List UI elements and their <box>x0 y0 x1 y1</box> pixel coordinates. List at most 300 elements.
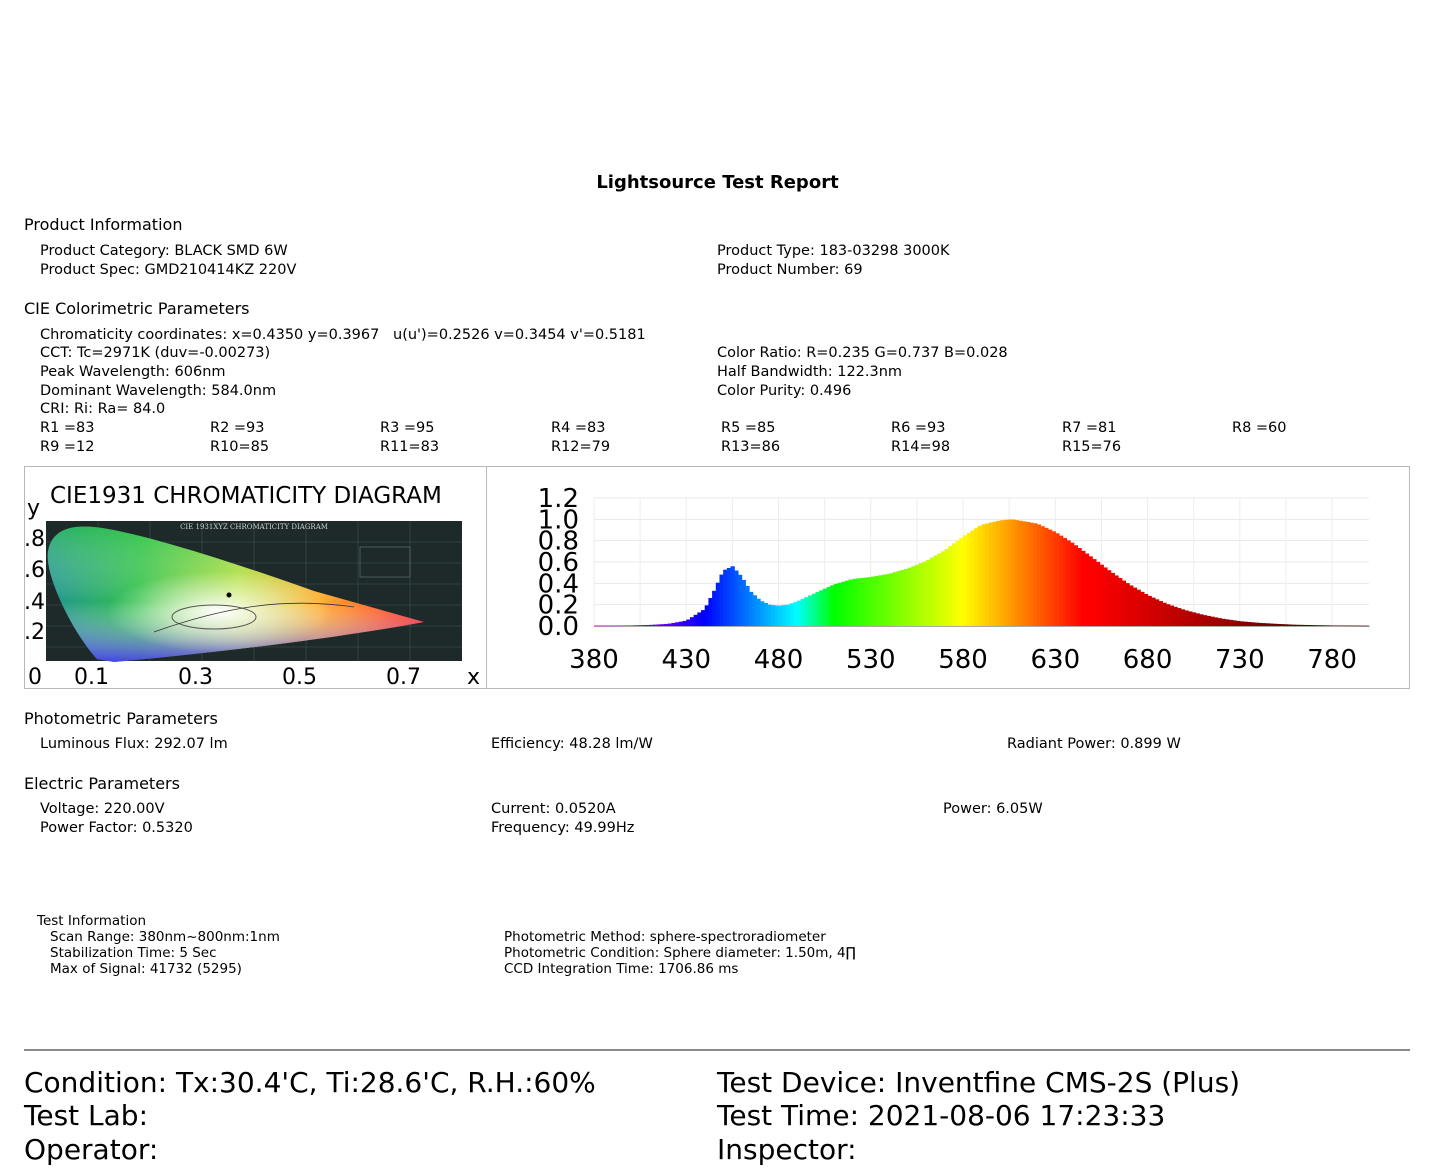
spectrum-bar <box>1085 554 1089 626</box>
spectrum-bar <box>646 625 650 626</box>
test-info-heading: Test Information <box>37 913 147 929</box>
uv-coordinates: u(u')=0.2526 v=0.3454 v'=0.5181 <box>393 327 646 343</box>
spectrum-bar <box>1339 626 1343 627</box>
spectrum-bar <box>697 612 701 626</box>
x-tick-label: 530 <box>845 645 896 675</box>
spectrum-bar <box>668 624 672 626</box>
spectrum-bar <box>690 617 694 626</box>
r-value: R2 =93 <box>210 420 265 436</box>
spectrum-bar <box>1118 578 1122 626</box>
product-info-heading: Product Information <box>24 215 183 234</box>
x-tick-label: 680 <box>1122 645 1173 675</box>
spectrum-bar <box>1173 607 1177 626</box>
spectrum-bar <box>1162 603 1166 626</box>
y-tick-label: 1.2 <box>537 484 579 514</box>
spectrum-bar <box>1332 625 1336 626</box>
spectrum-bar <box>978 526 982 626</box>
spectrum-bar <box>1096 562 1100 626</box>
spectrum-bar <box>612 626 616 627</box>
spectrum-bar <box>1044 528 1048 626</box>
spectrum-bar <box>760 601 764 626</box>
chromaticity-point-marker <box>227 593 232 598</box>
spectrum-bar <box>601 626 605 627</box>
spectrum-bar <box>985 523 989 626</box>
r-value: R15=76 <box>1062 439 1122 455</box>
color-purity: Color Purity: 0.496 <box>717 383 852 399</box>
spectrum-bar <box>897 571 901 626</box>
r-value: R5 =85 <box>721 420 776 436</box>
spectrum-bar <box>841 582 845 626</box>
spectrum-bar <box>745 586 749 626</box>
spectrum-bar <box>819 590 823 626</box>
spectrum-bar <box>871 577 875 626</box>
spectrum-bar <box>941 551 945 626</box>
spectrum-bar <box>930 558 934 626</box>
spectrum-bar <box>1221 619 1225 626</box>
spectrum-bar <box>1244 622 1248 626</box>
photometric-condition: Photometric Condition: Sphere diameter: 1.50m, 4∏ <box>504 945 856 961</box>
spectrum-bar <box>649 625 653 626</box>
spectrum-bar <box>1354 626 1358 627</box>
half-bandwidth: Half Bandwidth: 122.3nm <box>717 364 903 380</box>
spectrum-bar <box>657 624 661 626</box>
spectrum-bar <box>1111 573 1115 626</box>
spectrum-bar <box>1269 624 1273 626</box>
spectrum-bar <box>756 599 760 626</box>
spectrum-bar <box>1199 614 1203 626</box>
spectrum-bar <box>1125 583 1129 626</box>
electric-heading: Electric Parameters <box>24 774 180 793</box>
spectrum-bar <box>889 573 893 626</box>
spectrum-bar <box>638 625 642 626</box>
spectrum-bar <box>764 603 768 626</box>
spectrum-bar <box>801 599 805 626</box>
spectrum-bar <box>1144 594 1148 626</box>
spectrum-bar <box>1015 520 1019 626</box>
scan-range: Scan Range: 380nm~800nm:1nm <box>50 929 280 945</box>
spectrum-bar <box>779 606 783 626</box>
spectrum-bar <box>1258 623 1262 626</box>
spectrum-bar <box>948 546 952 626</box>
photometric-heading: Photometric Parameters <box>24 709 218 728</box>
spectrum-bar <box>874 576 878 626</box>
spectrum-bar <box>1203 615 1207 626</box>
spectrum-bar <box>1018 521 1022 626</box>
r-value: R9 =12 <box>40 439 95 455</box>
ccd-integration-time: CCD Integration Time: 1706.86 ms <box>504 961 739 977</box>
voltage: Voltage: 220.00V <box>40 801 165 817</box>
spectrum-bar <box>1284 624 1288 626</box>
max-signal: Max of Signal: 41732 (5295) <box>50 961 242 977</box>
spectrum-bar <box>1365 626 1369 627</box>
spectrum-bar <box>952 543 956 626</box>
spectrum-bar <box>1148 596 1152 626</box>
spectrum-bar <box>1299 625 1303 626</box>
spectrum-bar <box>1026 522 1030 626</box>
operator: Operator: <box>24 1133 159 1166</box>
spectrum-bar <box>1306 625 1310 626</box>
spectrum-bar <box>782 605 786 626</box>
frequency: Frequency: 49.99Hz <box>491 820 635 836</box>
spectrum-bar <box>627 626 631 627</box>
spectrum-bar <box>723 570 727 626</box>
test-device: Test Device: Inventfine CMS-2S (Plus) <box>717 1066 1241 1099</box>
spectrum-bar <box>1325 625 1329 626</box>
spectrum-bar <box>1140 592 1144 626</box>
spectrum-bar <box>1362 626 1366 627</box>
spectrum-bar <box>911 566 915 626</box>
y-tick-label: 1.0 <box>537 505 579 536</box>
spectrum-bar <box>1122 581 1126 626</box>
spectrum-bar <box>856 578 860 626</box>
spectrum-bar <box>1137 590 1141 626</box>
spectrum-bar <box>1133 588 1137 626</box>
spectrum-bar <box>845 581 849 626</box>
x-tick-label: 580 <box>938 645 988 675</box>
product-number: Product Number: 69 <box>717 262 863 278</box>
spectrum-bar <box>1070 543 1074 626</box>
spectrum-bar <box>1328 625 1332 626</box>
inspector: Inspector: <box>717 1133 857 1166</box>
spectrum-bar <box>974 528 978 626</box>
spectrum-bar <box>838 583 842 626</box>
cct-value: CCT: Tc=2971K (duv=-0.00273) <box>40 345 271 361</box>
spectrum-bar <box>812 594 816 626</box>
spectrum-bar <box>1107 570 1111 626</box>
spectrum-bar <box>1063 538 1067 626</box>
x-tick-label: 380 <box>569 645 619 675</box>
r-value: R14=98 <box>891 439 951 455</box>
spectrum-bar <box>908 568 912 626</box>
spectrum-bar <box>653 625 657 626</box>
cie-ytick: .6 <box>24 558 45 583</box>
r-value: R3 =95 <box>380 420 435 436</box>
spectrum-bar <box>1000 520 1004 626</box>
test-time: Test Time: 2021-08-06 17:23:33 <box>717 1099 1166 1132</box>
spectrum-bar <box>882 575 886 626</box>
spectrum-bar <box>686 619 690 626</box>
spectrum-bar <box>753 595 757 626</box>
spectrum-bar <box>1255 623 1259 626</box>
spectrum-bar <box>1236 621 1240 626</box>
x-tick-label: 430 <box>661 645 712 675</box>
spectrum-area <box>594 520 1370 627</box>
test-condition: Condition: Tx:30.4'C, Ti:28.6'C, R.H.:60% <box>24 1066 596 1099</box>
spectrum-bar <box>1048 530 1052 626</box>
spectrum-bar <box>989 523 993 626</box>
spectrum-bar <box>963 535 967 626</box>
cie-xtick: 0.1 <box>74 665 109 688</box>
spectrum-bar <box>1033 523 1037 626</box>
spectrum-bar <box>1251 622 1255 626</box>
spectrum-bar <box>1351 626 1355 627</box>
spectrum-bar <box>1292 625 1296 626</box>
dominant-wavelength: Dominant Wavelength: 584.0nm <box>40 383 277 399</box>
spectrum-bar <box>1295 625 1299 626</box>
spectrum-bar <box>1317 625 1321 626</box>
spectrum-bar <box>1358 626 1362 627</box>
spectrum-bar <box>1052 531 1056 626</box>
spectrum-bar <box>727 568 731 626</box>
spectrum-bar <box>742 580 746 626</box>
spectrum-bar <box>937 553 941 626</box>
spectrum-bar <box>719 575 723 626</box>
spectrum-y-axis <box>538 484 579 642</box>
spectrum-bar <box>959 538 963 626</box>
spectrum-bar <box>716 583 720 626</box>
spectrum-bar <box>982 524 986 626</box>
spectrum-bar <box>922 562 926 626</box>
spectrum-bar <box>683 621 687 626</box>
spectrum-bar <box>1089 556 1093 626</box>
spectrum-bar <box>878 575 882 626</box>
spectrum-bar <box>1007 520 1011 626</box>
spectrum-bar <box>1262 623 1266 626</box>
spectrum-bar <box>1218 618 1222 626</box>
spectrum-bar <box>1207 616 1211 626</box>
spectrum-bar <box>1041 526 1045 626</box>
x-tick-label: 780 <box>1307 645 1357 675</box>
power-factor: Power Factor: 0.5320 <box>40 820 193 836</box>
radiant-power: Radiant Power: 0.899 W <box>1007 736 1181 752</box>
spectrum-bar <box>675 622 679 626</box>
cie-diagram-title: CIE1931 CHROMATICITY DIAGRAM <box>50 483 442 509</box>
r-value: R4 =83 <box>551 420 606 436</box>
spectrum-bar <box>1343 626 1347 627</box>
spectrum-bar <box>904 569 908 626</box>
spectrum-bar <box>1066 540 1070 626</box>
spectrum-bar <box>1181 609 1185 626</box>
spectrum-bar <box>605 626 609 627</box>
spectrum-bar <box>738 575 742 626</box>
spectrum-bar <box>1081 551 1085 626</box>
spectrum-bar <box>635 625 639 626</box>
spectrum-bar <box>598 626 602 627</box>
spectrum-bar <box>1188 611 1192 626</box>
spectrum-bar <box>886 574 890 626</box>
spectrum-bar <box>701 610 705 626</box>
cie-ytick: .8 <box>24 527 45 552</box>
spectrum-bar <box>609 626 613 627</box>
product-spec: Product Spec: GMD210414KZ 220V <box>40 262 297 278</box>
spectrum-bar <box>679 622 683 626</box>
spectrum-bar <box>1166 604 1170 626</box>
peak-wavelength: Peak Wavelength: 606nm <box>40 364 226 380</box>
r-value: R7 =81 <box>1062 420 1117 436</box>
spectrum-bar <box>1314 625 1318 626</box>
footer-divider <box>24 1049 1410 1051</box>
r-value: R6 =93 <box>891 420 946 436</box>
y-tick-label: 0.0 <box>537 612 579 642</box>
spectrum-bar <box>1103 567 1107 626</box>
spectrum-bar <box>1100 565 1104 626</box>
spectrum-bar <box>1077 548 1081 626</box>
product-category: Product Category: BLACK SMD 6W <box>40 243 288 259</box>
spectrum-bar <box>993 522 997 626</box>
spectrum-bar <box>1303 625 1307 626</box>
spectrum-bar <box>808 595 812 626</box>
spectrum-x-axis <box>569 645 1357 675</box>
spectrum-bar <box>1092 559 1096 626</box>
spectrum-bar <box>734 571 738 626</box>
spectrum-bar <box>1129 585 1133 626</box>
spectrum-bar <box>934 556 938 626</box>
cie-inner-title: CIE 1931XYZ CHROMATICITY DIAGRAM <box>180 523 328 531</box>
spectrum-bar <box>642 625 646 626</box>
spectrum-bar <box>1321 625 1325 626</box>
spectrum-bar <box>797 601 801 626</box>
chromaticity-coordinates: Chromaticity coordinates: x=0.4350 y=0.3967 <box>40 327 380 343</box>
spectrum-bar <box>1266 623 1270 626</box>
spectrum-bar <box>1229 620 1233 626</box>
spectrum-bar <box>804 597 808 626</box>
y-tick-label: 0.6 <box>537 548 579 578</box>
cie-heading: CIE Colorimetric Parameters <box>24 299 250 318</box>
spectrum-bar <box>616 626 620 627</box>
y-tick-label: 0.8 <box>537 526 579 557</box>
spectrum-bar <box>1347 626 1351 627</box>
r-value: R10=85 <box>210 439 270 455</box>
x-tick-label: 730 <box>1215 645 1265 675</box>
spectrum-bar <box>1011 520 1015 626</box>
spectrum-bar <box>672 623 676 626</box>
cie-xtick: 0.7 <box>386 665 421 688</box>
spectrum-bar <box>731 566 735 626</box>
cie-xlabel: x <box>467 665 481 688</box>
spectrum-bar <box>775 606 779 626</box>
spectrum-bar <box>1310 625 1314 626</box>
photometric-method: Photometric Method: sphere-spectroradiometer <box>504 929 826 945</box>
spectrum-bar <box>620 626 624 627</box>
y-tick-label: 0.4 <box>537 569 579 600</box>
luminous-flux: Luminous Flux: 292.07 lm <box>40 736 228 752</box>
x-tick-label: 480 <box>753 645 804 675</box>
y-tick-label: 0.2 <box>537 590 579 621</box>
cie-chromaticity-diagram <box>24 467 486 688</box>
spectrum-bar <box>996 521 1000 626</box>
r-value: R1 =83 <box>40 420 95 436</box>
spectrum-bar <box>790 603 794 626</box>
spectrum-bar <box>1192 612 1196 626</box>
spectrum-bar <box>624 626 628 627</box>
spectrum-bar <box>852 579 856 626</box>
spectrum-bar <box>705 605 709 626</box>
spectrum-bar <box>834 584 838 626</box>
power: Power: 6.05W <box>943 801 1043 817</box>
spectrum-bar <box>1155 599 1159 626</box>
r-value: R12=79 <box>551 439 611 455</box>
r-value: R8 =60 <box>1232 420 1287 436</box>
spectrum-bar <box>1184 610 1188 626</box>
spectrum-bar <box>970 531 974 626</box>
spectrum-bar <box>786 605 790 626</box>
spectrum-bar <box>694 615 698 626</box>
cri-value: CRI: Ri: Ra= 84.0 <box>40 401 166 417</box>
spectrum-bar <box>1277 624 1281 626</box>
spectrum-bar <box>712 591 716 626</box>
spectrum-bar <box>660 624 664 626</box>
spectrum-bar <box>830 585 834 626</box>
spectrum-bar <box>708 598 712 626</box>
spectrum-bar <box>1247 622 1251 626</box>
spectrum-bar <box>1004 520 1008 626</box>
spectrum-bar <box>1037 524 1041 626</box>
test-lab: Test Lab: <box>24 1099 149 1132</box>
spectrum-bar <box>1280 624 1284 626</box>
cie-ytick: .4 <box>24 590 45 615</box>
spectrum-bar <box>1210 617 1214 626</box>
spectrum-bar <box>849 580 853 626</box>
spectrum-bar <box>860 578 864 626</box>
spectrum-chart <box>487 467 1409 688</box>
spectrum-bar <box>594 626 598 627</box>
spectrum-bar <box>1336 626 1340 627</box>
cie-xtick: 0.3 <box>178 665 213 688</box>
spectrum-bar <box>893 572 897 626</box>
spectrum-bar <box>1170 606 1174 626</box>
spectrum-bar <box>956 541 960 626</box>
spectrum-bar <box>867 577 871 626</box>
spectrum-bar <box>945 549 949 626</box>
spectrum-bar <box>900 570 904 626</box>
spectrum-bar <box>1059 536 1063 626</box>
r-value: R11=83 <box>380 439 440 455</box>
spectrum-bar <box>1196 613 1200 626</box>
spectrum-bar <box>749 592 753 626</box>
spectrum-bar <box>1177 608 1181 626</box>
spectrum-bar <box>863 578 867 626</box>
spectrum-bar <box>1159 601 1163 626</box>
cie-xtick: 0.5 <box>282 665 317 688</box>
spectrum-bar <box>1151 598 1155 626</box>
spectrum-bar <box>827 587 831 626</box>
spectrum-bar <box>1288 624 1292 626</box>
spectrum-bar <box>1273 624 1277 626</box>
stabilization-time: Stabilization Time: 5 Sec <box>50 945 217 961</box>
spectrum-bar <box>771 605 775 626</box>
spectrum-bar <box>823 589 827 626</box>
spectrum-bar <box>1055 533 1059 626</box>
spectrum-bar <box>1114 575 1118 626</box>
spectrum-bar <box>919 563 923 626</box>
report-title: Lightsource Test Report <box>596 172 839 193</box>
spectrum-bar <box>631 625 635 626</box>
spectrum-bar <box>1232 620 1236 626</box>
color-ratio: Color Ratio: R=0.235 G=0.737 B=0.028 <box>717 345 1008 361</box>
x-tick-label: 630 <box>1030 645 1081 675</box>
spectrum-bar <box>915 565 919 626</box>
current: Current: 0.0520A <box>491 801 616 817</box>
product-type: Product Type: 183-03298 3000K <box>717 243 950 259</box>
spectrum-bar <box>815 592 819 626</box>
spectrum-bar <box>1214 617 1218 626</box>
cie-xtick: 0 <box>28 665 42 688</box>
efficiency: Efficiency: 48.28 lm/W <box>491 736 653 752</box>
spectrum-bar <box>967 533 971 626</box>
cie-ylabel: y <box>27 496 41 521</box>
spectrum-bar <box>793 602 797 626</box>
spectrum-bar <box>926 560 930 626</box>
spectrum-bar <box>1022 521 1026 626</box>
r-value: R13=86 <box>721 439 781 455</box>
spectrum-bar <box>1240 621 1244 626</box>
spectrum-bar <box>767 605 771 626</box>
spectrum-bar <box>1074 545 1078 626</box>
cie-ytick: .2 <box>24 620 45 645</box>
spectrum-bar <box>1225 619 1229 626</box>
spectrum-bar <box>664 624 668 626</box>
spectrum-bar <box>1029 523 1033 626</box>
